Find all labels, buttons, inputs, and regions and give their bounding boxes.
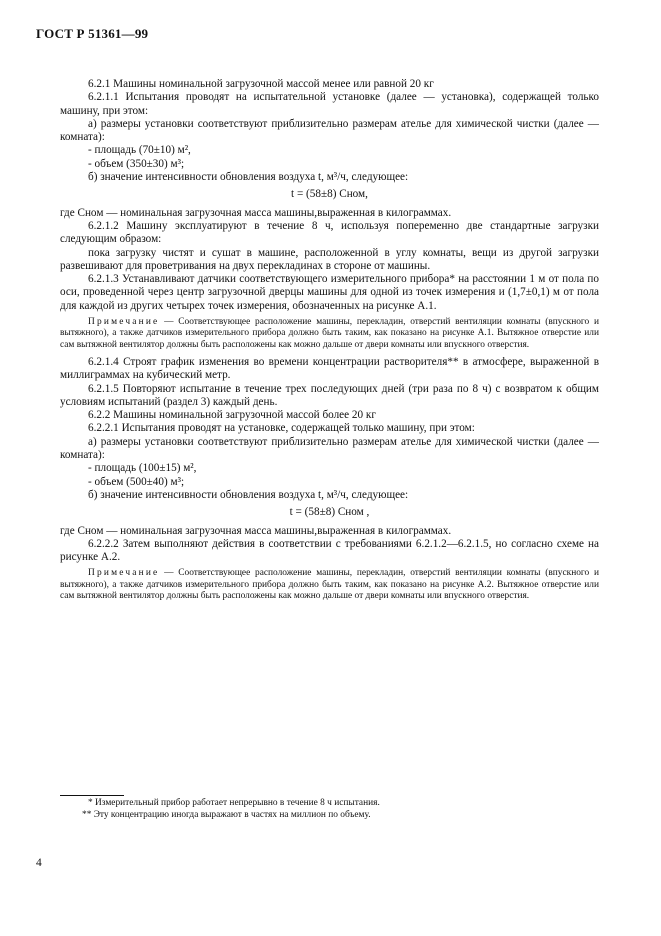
section-6-2-1-4: 6.2.1.4 Строят график изменения во времени концентрации растворителя** в атмосфере, выраженной в миллиграммах на кубический метр. xyxy=(60,355,599,382)
footnotes xyxy=(60,798,599,822)
section-6-2-1-1-volume: - объем (350±30) м³; xyxy=(88,157,185,170)
section-6-2-1-1: 6.2.1.1 Испытания проводят на испытательной установке (далее — установка), содержащей только машину, при этом: xyxy=(60,91,599,117)
section-6-2-1-1-a: а) размеры установки соответствуют приблизительно размерам ателье для химической чистки (далее — комната): xyxy=(60,117,599,144)
section-6-2-2-1-a: а) размеры установки соответствуют приблизительно размерам ателье для химической чистки (далее — комната): xyxy=(60,435,599,462)
section-6-2-1-1-area: - площадь (70±10) м², xyxy=(88,144,191,157)
formula-2-where: где Cном — номинальная загрузочная масса машины,выраженная в килограммах. xyxy=(60,524,452,537)
note-2 xyxy=(60,568,599,602)
section-6-2-1-5: 6.2.1.5 Повторяют испытание в течение трех последующих дней (три раза по 8 ч) с возвратом к общим условиям испытаний (раздел 3) каждый день. xyxy=(60,382,599,408)
note-1 xyxy=(60,317,599,351)
formula-1: t = (58±8) Cном, xyxy=(291,188,368,201)
section-6-2-1-2: 6.2.1.2 Машину эксплуатируют в течение 8 ч, используя попеременно две стандартные загрузки следующим образом: xyxy=(60,219,599,246)
footnote-rule xyxy=(60,795,124,796)
section-6-2-1-1-b: б) значение интенсивности обновления воздуха t, м³/ч, следующее: xyxy=(88,171,409,184)
section-6-2-2: 6.2.2 Машины номинальной загрузочной массой более 20 кг xyxy=(88,409,376,422)
note-1-text: — Соответствующее расположение машины, перекладин, отверстий вентиляции комнаты (впускного и вытяжного), а также датчиков измерительного прибора должно быть таким, как показано на рисунке А.1. Вытяжное отверстие или сам вытяжной вентилятор должны быть расположены как можно дальше от двери комнаты или впускного отверстия. xyxy=(60,317,599,350)
note-1-label: Примечание xyxy=(88,317,160,328)
footnote-2: ** Эту концентрацию иногда выражают в частях на миллион по объему. xyxy=(82,809,371,820)
document-body xyxy=(60,78,599,607)
section-6-2-1: 6.2.1 Машины номинальной загрузочной массой менее или равной 20 кг xyxy=(88,78,434,90)
section-6-2-1-3: 6.2.1.3 Устанавливают датчики соответствующего измерительного прибора* на расстоянии 1 м от пола по оси, проведенной через центр загрузочной дверцы машины для одной из точек измерения и (1,7±0,1) м от пола для каждой из других четырех точек измерения, обозначенных на рисунке А.1. xyxy=(60,273,599,312)
formula-1-where: где Cном — номинальная загрузочная масса машины,выраженная в килограммах. xyxy=(60,206,452,219)
formula-2: t = (58±8) Cном , xyxy=(289,506,370,519)
page-number: 4 xyxy=(36,857,42,869)
document-header: ГОСТ Р 51361—99 xyxy=(36,26,149,41)
section-6-2-2-1-volume: - объем (500±40) м³; xyxy=(88,475,185,488)
section-6-2-2-1-area: - площадь (100±15) м², xyxy=(88,462,197,475)
section-6-2-2-2: 6.2.2.2 Затем выполняют действия в соответствии с требованиями 6.2.1.2—6.2.1.5, но согласно схеме на рисунке А.2. xyxy=(60,537,599,564)
section-6-2-2-1-b: б) значение интенсивности обновления воздуха t, м³/ч, следующее: xyxy=(88,488,409,501)
section-6-2-2-1: 6.2.2.1 Испытания проводят на установке, содержащей только машину, при этом: xyxy=(88,422,475,435)
section-6-2-1-2-cont: пока загрузку чистят и сушат в машине, расположенной в углу комнаты, вещи из другой загрузки развешивают для проветривания на двух перекладинах в стороне от машины. xyxy=(60,246,599,272)
footnote-1: * Измерительный прибор работает непрерывно в течение 8 ч испытания. xyxy=(88,798,380,808)
note-2-label: Примечание xyxy=(88,568,160,579)
note-2-text: — Соответствующее расположение машины, перекладин, отверстий вентиляции комнаты (впускного и вытяжного), а также датчиков измерительного прибора должно быть таким, как показано на рисунке А.2. Вытяжное отверстие или сам вытяжной вентилятор должны быть расположены как можно дальше от двери комнаты или впускного отверстия. xyxy=(60,568,599,601)
